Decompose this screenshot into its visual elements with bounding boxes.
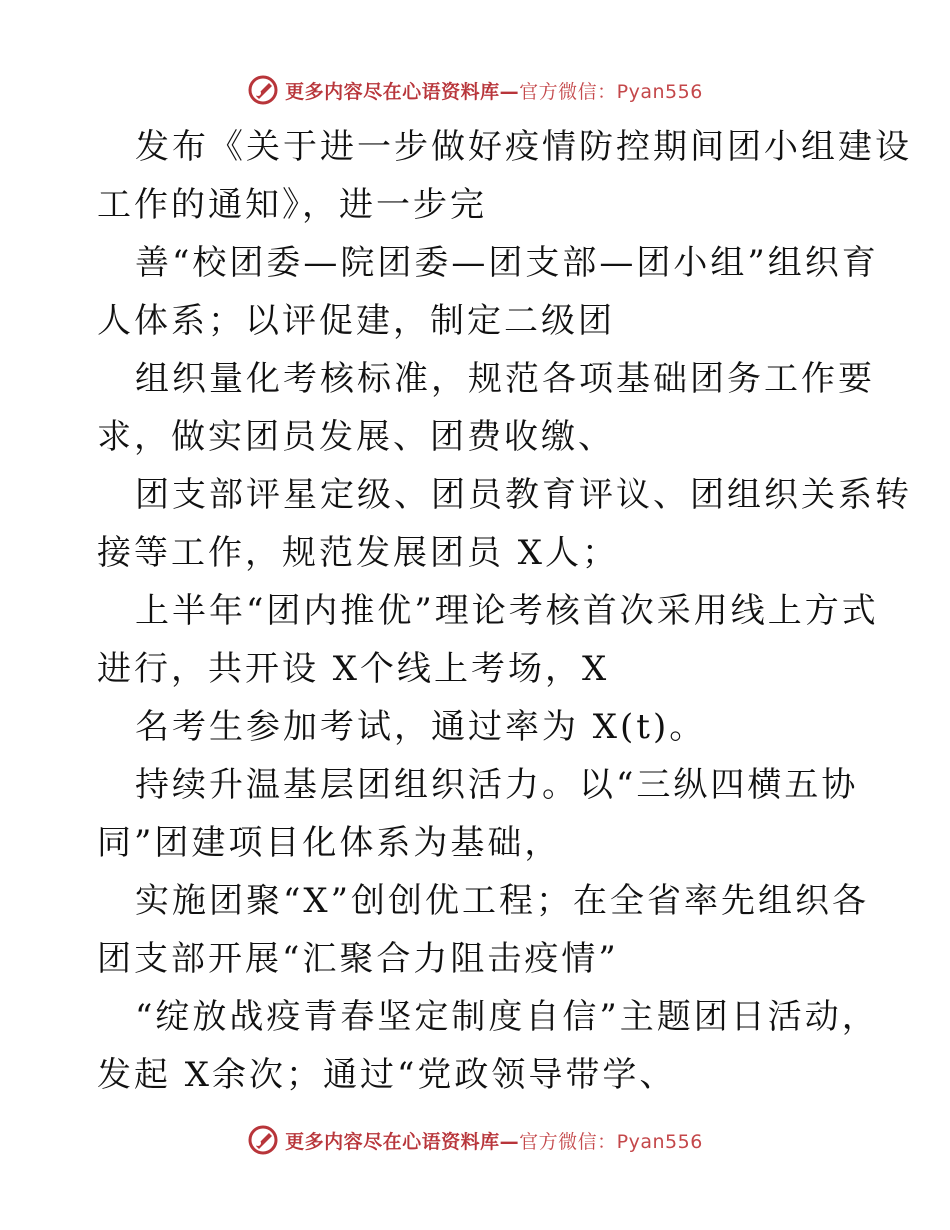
text-line: 求，做实团员发展、团费收缴、 [97, 417, 615, 457]
text-line: 发起 X余次；通过“党政领导带学、 [97, 1055, 677, 1095]
header-banner [0, 70, 950, 110]
text-line: 组织量化考核标准，规范各项基础团务工作要 [135, 359, 875, 399]
logo-icon [247, 1124, 279, 1156]
text-line: 团支部评星定级、团员教育评议、团组织关系转 [135, 475, 912, 515]
text-line: 发布《关于进一步做好疫情防控期间团小组建设 [135, 127, 912, 167]
text-line: 人体系；以评促建，制定二级团 [97, 301, 615, 341]
text-line: 同”团建项目化体系为基础， [97, 823, 562, 863]
text-line: 实施团聚“X”创创优工程；在全省率先组织各 [135, 881, 869, 921]
footer-banner [0, 1120, 950, 1160]
header-banner-text: 更多内容尽在心语资料库—官方微信：Pyan556 [285, 80, 703, 103]
text-line: “绽放战疫青春坚定制度自信”主题团日活动， [135, 997, 879, 1037]
document-body [97, 118, 912, 1104]
text-line: 持续升温基层团组织活力。以“三纵四横五协 [135, 765, 859, 805]
text-line: 上半年“团内推优”理论考核首次采用线上方式 [135, 591, 879, 631]
logo-icon [247, 74, 279, 106]
text-line: 名考生参加考试，通过率为 X(t)。 [135, 707, 707, 747]
footer-banner-text: 更多内容尽在心语资料库—官方微信：Pyan556 [285, 1130, 703, 1153]
text-line: 工作的通知》，进一步完 [97, 185, 487, 225]
text-line: 善“校团委—院团委—团支部—团小组”组织育 [135, 243, 879, 283]
text-line: 接等工作，规范发展团员 X人； [97, 533, 620, 573]
text-line: 进行，共开设 X个线上考场，X [97, 649, 610, 689]
text-line: 团支部开展“汇聚合力阻击疫情” [97, 939, 619, 979]
